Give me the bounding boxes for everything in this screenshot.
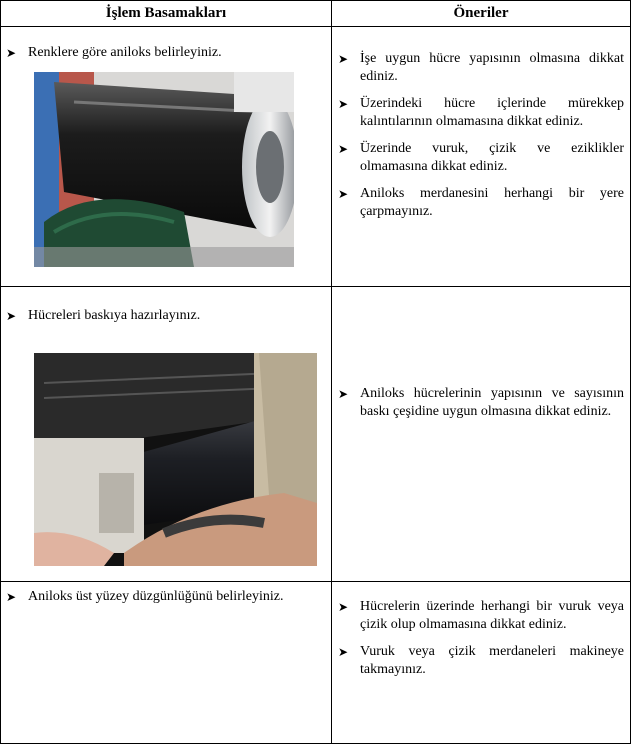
table-border-left <box>0 0 1 744</box>
anilox-roll-photo <box>34 72 294 267</box>
tips-cell-3 <box>336 598 624 679</box>
tips-cell-2 <box>336 385 624 421</box>
step-text: Renklere göre aniloks belirleyiniz. <box>28 45 222 60</box>
arrow-bullet-icon: ➤ <box>338 645 349 659</box>
arrow-bullet-icon: ➤ <box>338 187 349 201</box>
tip-item: ➤ İşe uygun hücre yapısının olmasına dikkat ediniz. <box>338 51 624 84</box>
arrow-bullet-icon: ➤ <box>338 142 349 156</box>
arrow-bullet-icon: ➤ <box>6 46 17 60</box>
arrow-bullet-icon: ➤ <box>6 309 17 323</box>
tip-item: ➤ Üzerindeki hücre içlerinde mürekkep kalıntılarının olmamasına dikkat ediniz. <box>338 96 624 129</box>
arrow-bullet-icon: ➤ <box>338 52 349 66</box>
step-cell-1 <box>4 44 326 62</box>
row-divider-1 <box>0 286 631 287</box>
header-process-steps: İşlem Basamakları <box>105 5 227 21</box>
table-column-divider <box>331 0 332 744</box>
tip-item: ➤ Aniloks merdanesini herhangi bir yere çarpmayınız. <box>338 186 624 219</box>
tip-item: ➤ Vuruk veya çizik merdaneleri makineye takmayınız. <box>338 644 624 677</box>
step-text: Hücreleri baskıya hazırlayınız. <box>28 308 201 323</box>
header-suggestions: Öneriler <box>453 5 509 21</box>
header-divider <box>0 26 631 27</box>
row-divider-2 <box>0 581 631 582</box>
arrow-bullet-icon: ➤ <box>338 97 349 111</box>
arrow-bullet-icon: ➤ <box>6 590 17 604</box>
preparing-cells-photo <box>34 353 317 566</box>
tips-cell-1 <box>336 50 624 221</box>
table-border-top <box>0 0 631 1</box>
tip-item: ➤ Üzerinde vuruk, çizik ve eziklikler olmamasına dikkat ediniz. <box>338 141 624 174</box>
arrow-bullet-icon: ➤ <box>338 387 349 401</box>
step-cell-3 <box>4 588 326 606</box>
step-text: Aniloks üst yüzey düzgünlüğünü belirleyiniz. <box>28 589 284 604</box>
arrow-bullet-icon: ➤ <box>338 600 349 614</box>
tip-item: ➤ Hücrelerin üzerinde herhangi bir vuruk veya çizik olup olmamasına dikkat ediniz. <box>338 599 624 632</box>
step-cell-2 <box>4 307 326 325</box>
tip-item: ➤ Aniloks hücrelerinin yapısının ve sayısının baskı çeşidine uygun olmasına dikkat ediniz. <box>338 386 624 419</box>
